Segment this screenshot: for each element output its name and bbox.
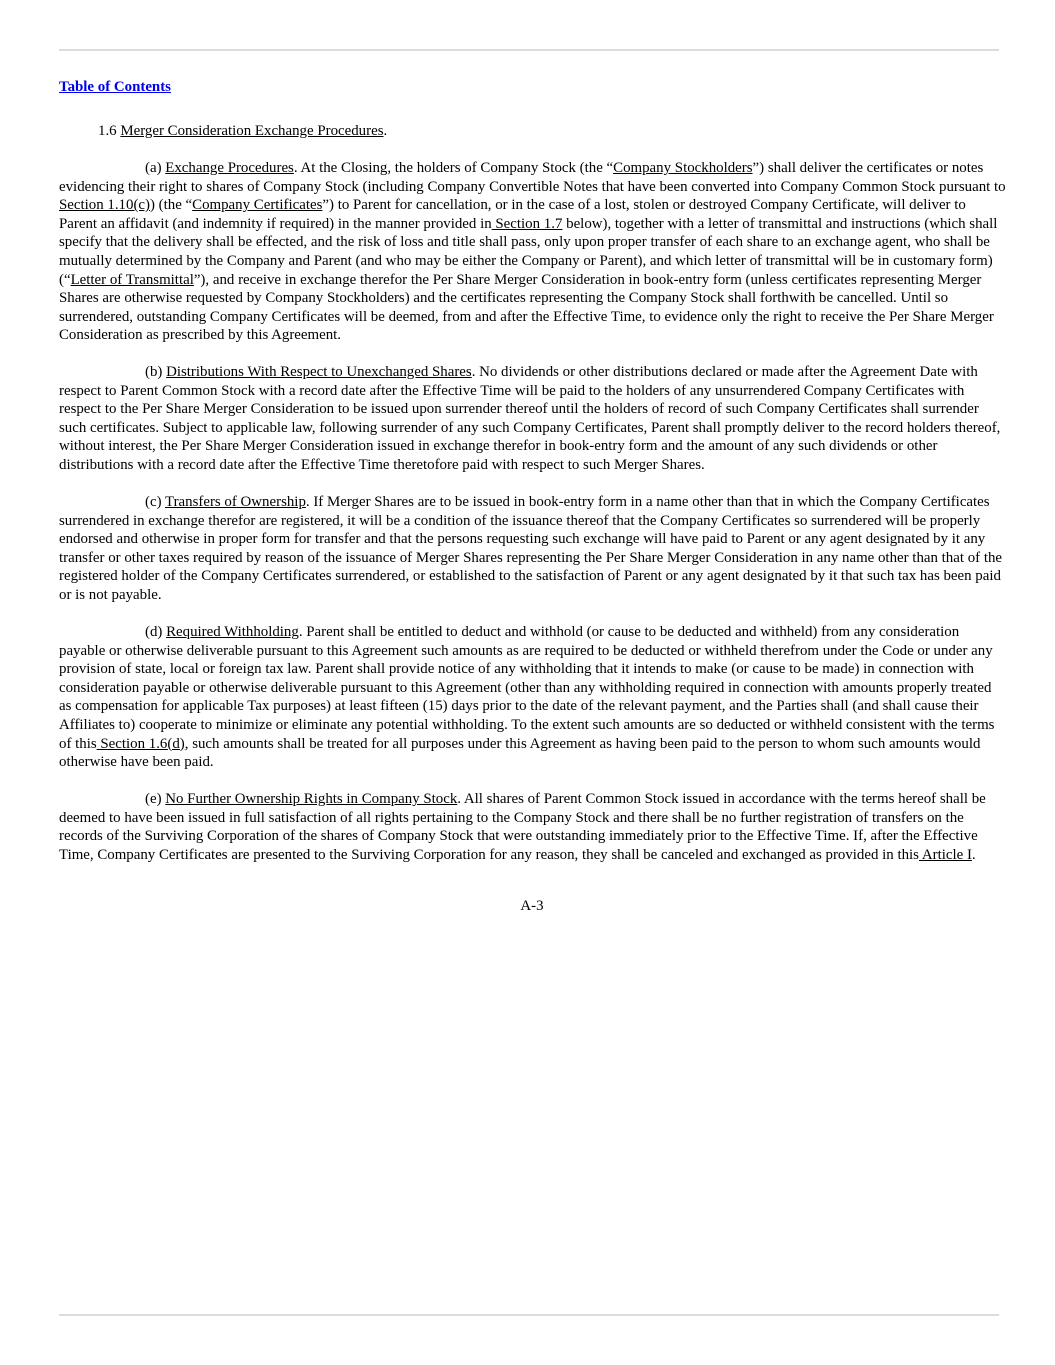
table-of-contents-link[interactable]: Table of Contents [59,79,171,95]
para-text: ”) shall deliver the certificates or notes evidencing their right to shares of Company Stock (including Company Convertible Notes that have been converted into Company Common Stock pursuant to [59,160,1006,195]
para-label: (c) [145,494,162,510]
para-text: . All shares of Parent Common Stock issued in accordance with the terms hereof shall be deemed to have been issued in full satisfaction of all rights pertaining to the Company Stock and there shall be no further registration of transfers on the records of the Surviving Corporation of the shares of Company Stock that were outstanding immediately prior to the Effective Time. If, after the Effective Time, Company Certificates are presented to the Surviving Corporation for any reason, they shall be canceled and exchanged as provided in this [59,791,986,863]
page-number: A-3 [520,898,544,914]
para-text: ”), and receive in exchange therefor the Per Share Merger Consideration in book-entry form (unless certificates representing Merger Shares are otherwise requested by Company Stockholders) and the certificates representing the Company Stock shall forthwith be cancelled. Until so surrendered, outstanding Company Certificates will be deemed, from and after the Effective Time, to evidence only the right to receive the Per Share Merger Consideration as prescribed by this Agreement. [59,271,994,344]
paragraph-c [59,493,1007,605]
section-number: 1.6 [98,123,117,139]
para-title: Transfers of Ownership [165,494,306,510]
section-reference-link[interactable]: Section 1.6(d) [96,735,185,752]
para-text: ) (the “ [149,197,193,214]
para-text: . [971,846,976,863]
para-title: No Further Ownership Rights in Company Stock [165,791,458,807]
para-text: . No dividends or other distributions declared or made after the Agreement Date with respect to Parent Common Stock with a record date after the Effective Time will be paid to the holders of any unsurrendered Company Certificates with respect to the Per Share Merger Consideration to be issued upon surrender thereof until the holders of record of such Company Certificates shall surrender such certificates. Subject to applicable law, following surrender of any such Company Certificates, Parent shall promptly deliver to the record holders thereof, without interest, the Per Share Merger Consideration issued in exchange therefor in book-entry form and the amount of any such dividends or other distributions with a record date after the Effective Time theretofore paid with respect to such Merger Shares. [59,364,1001,473]
paragraph-a [59,159,1007,345]
para-label: (e) [145,791,162,807]
para-text: below), together with a letter of transmittal and instructions (which shall specify that the delivery shall be effected, and the risk of loss and title shall pass, only upon proper transfer of each share to an exchange agent, who shall be mutually determined by the Company and Parent (and who may be either the Company or Parent), and which letter of transmittal will be in customary form) (“ [59,215,998,288]
para-text: , such amounts shall be treated for all purposes under this Agreement as having been paid to the person to whom such amounts would otherwise have been paid. [59,735,981,771]
para-label: (b) [145,364,163,380]
para-text: . At the Closing, the holders of Company Stock (the “ [293,160,614,176]
para-label: (d) [145,624,163,640]
para-title: Required Withholding [166,624,299,640]
para-text: ”) to Parent for cancellation, or in the case of a lost, stolen or destroyed Company Certificate, will deliver to Parent an affidavit (and indemnity if required) in the manner provided in [59,197,966,232]
para-title: Exchange Procedures [165,160,294,176]
paragraph-e [59,790,1007,864]
section-title-period: . [383,123,388,139]
defined-term: Letter of Transmittal [70,271,194,288]
paragraph-b [59,363,1007,475]
para-text: . If Merger Shares are to be issued in book-entry form in a name other than that in which the Company Certificates surrendered in exchange therefor are registered, it will be a condition of the issuance thereof that the Company Certificates so surrendered will be properly endorsed and otherwise in proper form for transfer and that the persons requesting such exchange will have paid to Parent or any agent designated by it any transfer or other taxes required by reason of the issuance of Merger Shares representing the Per Share Merger Consideration in any name other than that of the registered holder of the Company Certificates surrendered, or established to the satisfaction of Parent or any agent designated by it that such tax has been paid or is not payable. [59,494,1003,603]
para-text: . Parent shall be entitled to deduct and withhold (or cause to be deducted and withheld) from any consideration payable or otherwise deliverable pursuant to this Agreement such amounts as are required to be deducted or withheld therefrom under the Code or under any provision of state, local or foreign tax law. Parent shall provide notice of any withholding that it intends to make (or cause to be made) in connection with consideration payable or otherwise deliverable pursuant to this Agreement (other than any withholding required in connection with amounts properly treated as compensation for applicable Tax purposes) at least fifteen (15) days prior to the date of the relevant payment, and the Parties shall (and shall cause their Affiliates to) cooperate to minimize or eliminate any potential withholding. To the extent such amounts are so deducted or withheld consistent with the terms of this [59,624,995,752]
article-reference-link[interactable]: Article I [918,846,972,863]
section-title: Merger Consideration Exchange Procedures [120,123,384,139]
section-reference-link[interactable]: Section 1.7 [491,215,563,232]
para-title: Distributions With Respect to Unexchanged Shares [166,364,472,380]
top-divider [59,49,999,51]
section-reference-link[interactable]: Section 1.10(c) [59,197,150,214]
para-label: (a) [145,160,162,176]
paragraph-d [59,623,1007,772]
section-heading [98,122,387,141]
defined-term: Company Certificates [192,197,323,214]
bottom-divider [59,1314,999,1316]
defined-term: Company Stockholders [613,160,753,176]
